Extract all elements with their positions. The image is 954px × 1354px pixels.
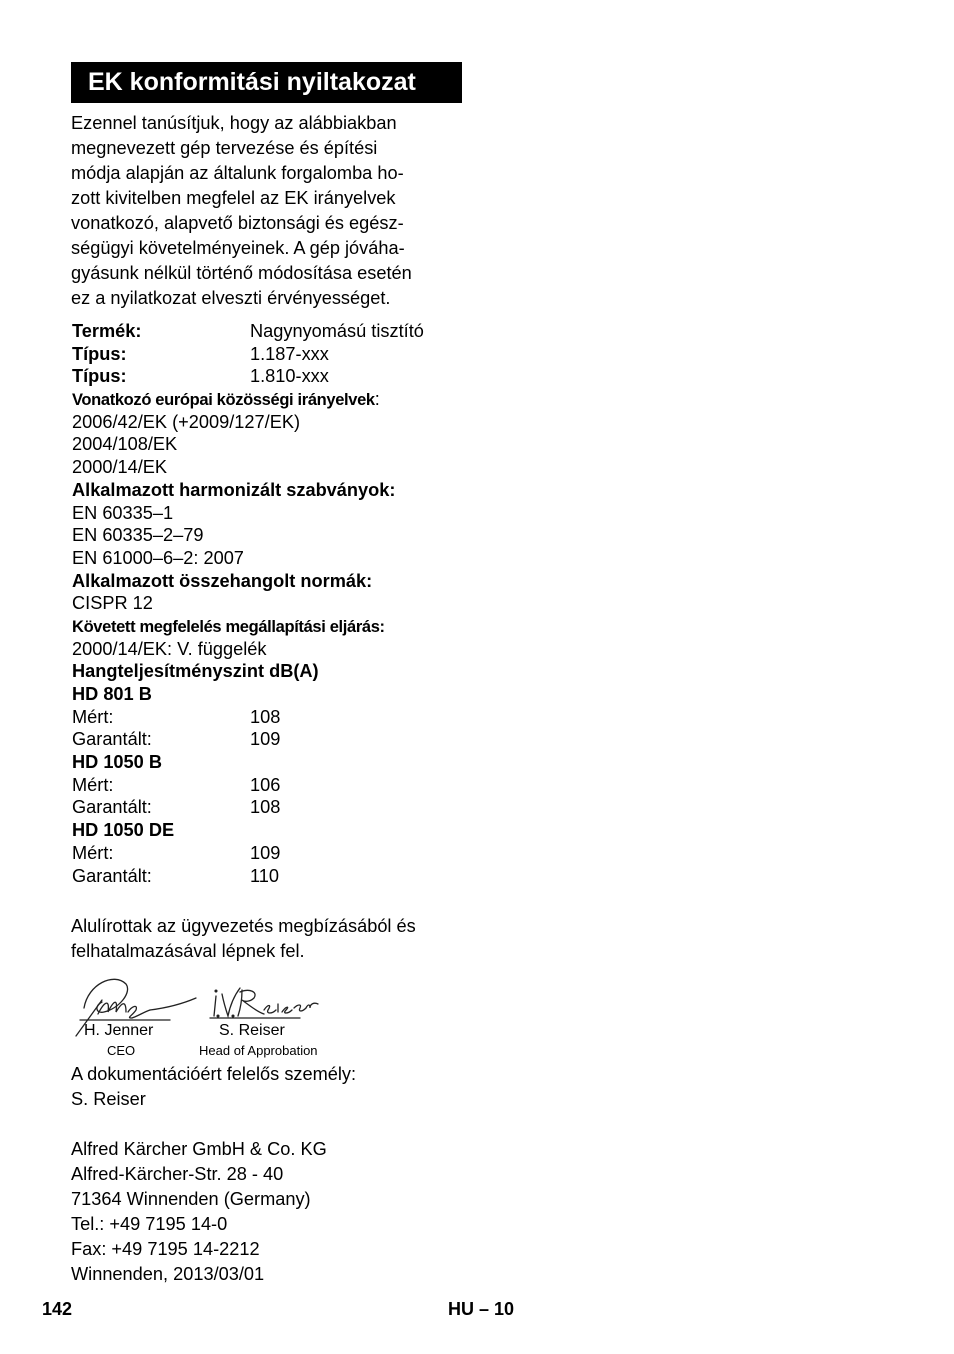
- measured-label: Mért:: [72, 842, 114, 863]
- type-label: Típus:: [72, 366, 127, 387]
- signing-line: Alulírottak az ügyvezetés megbízásából és: [71, 916, 416, 936]
- address-line: Winnenden, 2013/03/01: [71, 1264, 265, 1284]
- signing-line: felhatalmazásával lépnek fel.: [71, 941, 305, 961]
- type-label: Típus:: [72, 343, 127, 364]
- guaranteed-value: 108: [250, 797, 281, 818]
- measured-row: [72, 842, 492, 865]
- specifications: [72, 320, 492, 887]
- measured-label: Mért:: [72, 774, 114, 795]
- norm-item: CISPR 12: [72, 593, 153, 614]
- intro-line: módja alapján az általunk forgalomba ho-: [71, 163, 404, 183]
- address-line: Alfred-Kärcher-Str. 28 - 40: [71, 1164, 284, 1184]
- intro-line: zott kivitelben megfelel az EK irányelvek: [71, 188, 396, 208]
- directives-heading: Vonatkozó európai közösségi irányelvek: [72, 391, 375, 410]
- documentation-label: A dokumentációért felelős személy:: [71, 1064, 357, 1084]
- page-title: EK konformitási nyiltakozat: [71, 62, 462, 103]
- documentation-responsible: [71, 1062, 356, 1112]
- type-row: [72, 343, 492, 366]
- sound-heading: Hangteljesítményszint dB(A): [72, 661, 319, 682]
- coordinated-heading: Alkalmazott összehangolt normák:: [72, 570, 373, 591]
- signatory-role: Head of Approbation: [199, 1043, 318, 1058]
- measured-value: 109: [250, 842, 281, 863]
- guaranteed-row: [72, 865, 492, 888]
- guaranteed-label: Garantált:: [72, 797, 152, 818]
- intro-line: ez a nyilatkozat elveszti érvényességet.: [71, 288, 391, 308]
- guaranteed-row: [72, 728, 492, 751]
- intro-line: vonatkozó, alapvető biztonsági és egész-: [71, 213, 404, 233]
- product-label: Termék:: [72, 321, 142, 341]
- company-address: [71, 1137, 327, 1287]
- signatory-name: H. Jenner: [84, 1022, 154, 1039]
- standard-item: EN 60335–2–79: [72, 525, 204, 546]
- reiser-signature: [210, 988, 318, 1018]
- guaranteed-value: 109: [250, 729, 281, 750]
- intro-line: gyásunk nélkül történő módosítása esetén: [71, 263, 412, 283]
- measured-value: 108: [250, 706, 281, 727]
- measured-value: 106: [250, 774, 281, 795]
- model-name: HD 1050 DE: [72, 820, 175, 841]
- guaranteed-value: 110: [250, 865, 279, 886]
- product-row: [72, 320, 492, 343]
- directive-item: 2004/108/EK: [72, 434, 178, 455]
- type-value: 1.810-xxx: [250, 366, 329, 387]
- model-name: HD 801 B: [72, 684, 152, 704]
- directives-heading-line: [72, 388, 492, 411]
- measured-row: [72, 774, 492, 797]
- directive-item: 2000/14/EK: [72, 457, 168, 478]
- address-line: 71364 Winnenden (Germany): [71, 1189, 311, 1209]
- standard-item: EN 61000–6–2: 2007: [72, 547, 244, 568]
- intro-line: megnevezett gép tervezése és építési: [71, 138, 378, 158]
- address-line: Tel.: +49 7195 14-0: [71, 1214, 228, 1234]
- documentation-person: S. Reiser: [71, 1089, 146, 1109]
- guaranteed-row: [72, 796, 492, 819]
- standard-item: EN 60335–1: [72, 502, 174, 523]
- guaranteed-label: Garantált:: [72, 729, 152, 750]
- guaranteed-label: Garantált:: [72, 865, 152, 886]
- type-value: 1.187-xxx: [250, 343, 329, 364]
- directives-colon: :: [374, 389, 380, 410]
- intro-line: Ezennel tanúsítjuk, hogy az alábbiakban: [71, 113, 397, 133]
- address-line: Fax: +49 7195 14-2212: [71, 1239, 260, 1259]
- address-line: Alfred Kärcher GmbH & Co. KG: [71, 1139, 327, 1159]
- directive-item: 2006/42/EK (+2009/127/EK): [72, 411, 301, 432]
- procedure-heading-line: [72, 615, 492, 638]
- page-number: 142: [42, 1299, 73, 1319]
- type-row: [72, 365, 492, 388]
- intro-line: ségügyi követelményeinek. A gép jóváha-: [71, 238, 405, 258]
- intro-paragraph: [71, 111, 471, 311]
- measured-row: [72, 706, 492, 729]
- measured-label: Mért:: [72, 706, 114, 727]
- signing-statement: [71, 914, 416, 964]
- section-marker: HU – 10: [448, 1299, 515, 1319]
- product-value: Nagynyomású tisztító: [250, 321, 424, 341]
- procedure-item: 2000/14/EK: V. függelék: [72, 638, 267, 659]
- signatory-name: S. Reiser: [219, 1022, 285, 1039]
- procedure-heading: Követett megfelelés megállapítási eljárás:: [72, 617, 385, 636]
- signatory-role: CEO: [107, 1043, 136, 1058]
- harmonized-heading: Alkalmazott harmonizált szabványok:: [72, 479, 396, 500]
- model-name: HD 1050 B: [72, 752, 162, 773]
